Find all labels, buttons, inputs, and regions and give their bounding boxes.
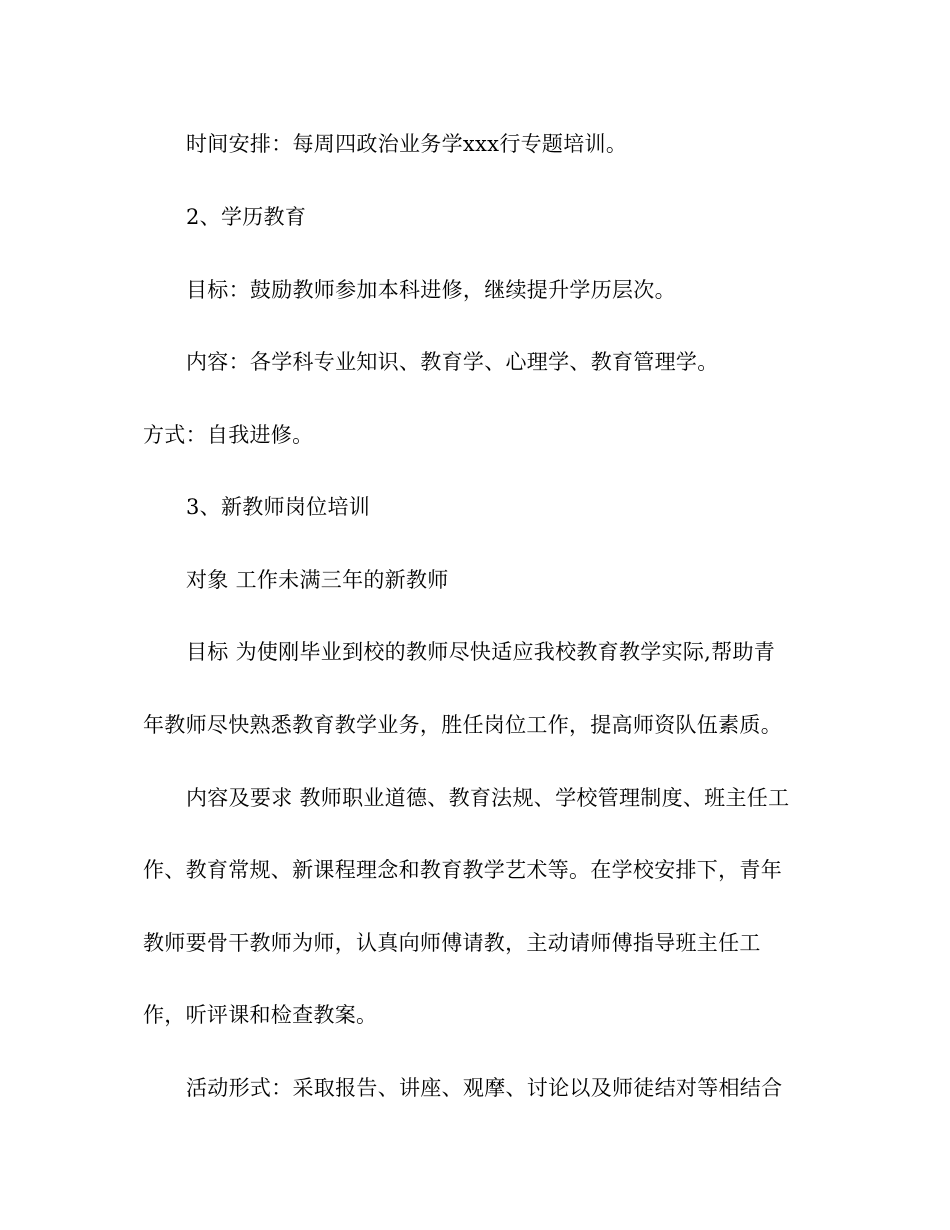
section-heading-new-teacher: 3、新教师岗位培训 [186, 495, 371, 519]
requirements-paragraph-line-4: 作，听评课和检查教案。 [143, 1003, 378, 1027]
method-line: 方式：自我进修。 [143, 423, 314, 447]
activity-form-line: 活动形式：采取报告、讲座、观摩、讨论以及师徒结对等相结合 [186, 1076, 783, 1100]
requirements-paragraph-line-3: 教师要骨干教师为师，认真向师傅请教，主动请师傅指导班主任工 [143, 931, 761, 955]
section-heading-education: 2、学历教育 [186, 205, 307, 229]
goal-paragraph-line-2: 年教师尽快熟悉教育教学业务，胜任岗位工作，提高师资队伍素质。 [143, 713, 782, 737]
goal-line: 目标：鼓励教师参加本科进修，继续提升学历层次。 [186, 278, 676, 302]
schedule-line: 时间安排：每周四政治业务学xxx行专题培训。 [186, 132, 628, 156]
requirements-paragraph-line-2: 作、教育常规、新课程理念和教育教学艺术等。在学校安排下，青年 [143, 858, 782, 882]
requirements-paragraph-line-1: 内容及要求 教师职业道德、教育法规、学校管理制度、班主任工 [186, 786, 790, 810]
target-line: 对象 工作未满三年的新教师 [186, 568, 449, 592]
goal-paragraph-line-1: 目标 为使刚毕业到校的教师尽快适应我校教育教学实际,帮助青 [186, 640, 776, 664]
content-line: 内容：各学科专业知识、教育学、心理学、教育管理学。 [186, 350, 719, 374]
